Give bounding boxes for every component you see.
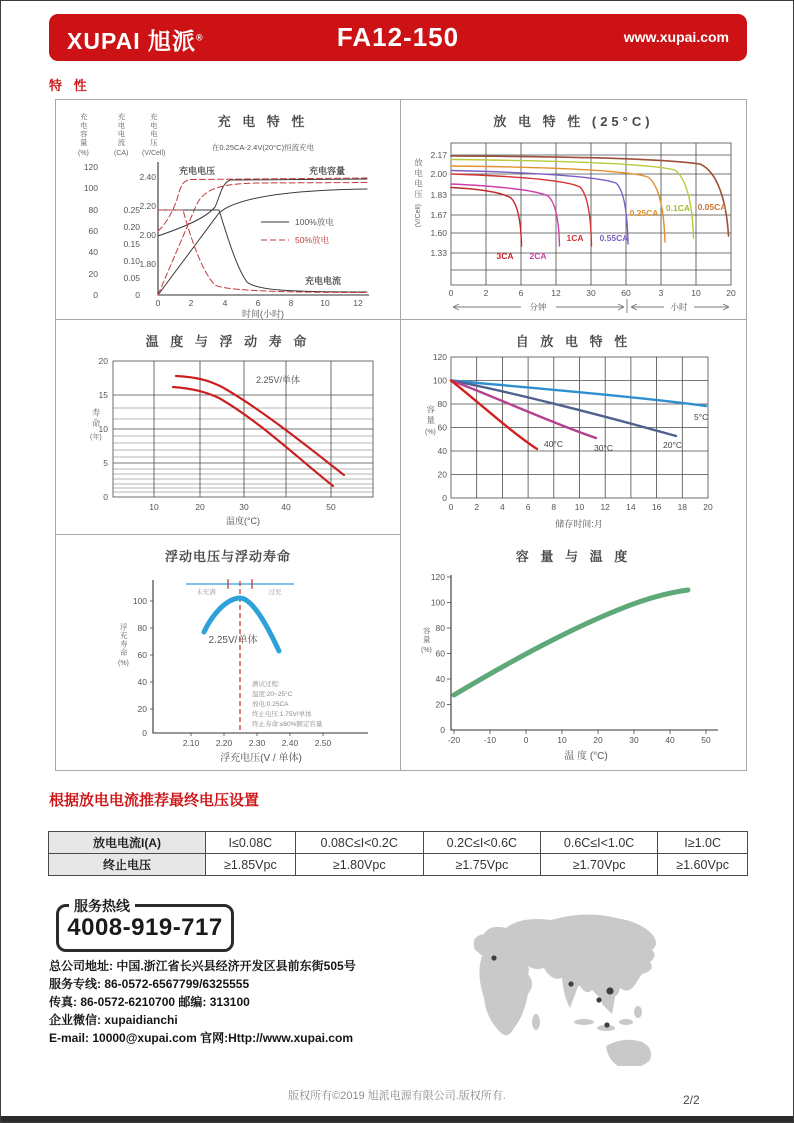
tick: 0 xyxy=(93,290,98,300)
continents xyxy=(474,914,656,1066)
optimal-band xyxy=(186,579,294,732)
x-axis-label: 温度(°C) xyxy=(225,516,261,526)
tick: 30 xyxy=(239,502,249,512)
life-curves xyxy=(173,376,344,486)
chart-charge-subtitle: 在0.25CA-2.4V(20°C)恒流充电 xyxy=(211,143,315,152)
label-5c: 5°C xyxy=(694,412,709,422)
x-axis-label: 储存时间:月 xyxy=(555,519,603,529)
axis-voltage-label: 充电电压 (V/Cell) xyxy=(142,113,166,157)
chart-capacity-temp xyxy=(401,535,746,770)
current-curve-label: 充电电流 xyxy=(304,276,342,286)
label-1ca: 1CA xyxy=(566,233,584,243)
tick: 80 xyxy=(435,623,445,633)
tick: 8 xyxy=(551,502,557,512)
tick: 2.30 xyxy=(248,738,266,748)
table-title: 根据放电电流推荐最终电压设置 xyxy=(49,792,260,809)
tick: 0 xyxy=(448,288,454,298)
tick: 1.83 xyxy=(430,190,447,200)
discharge-curves xyxy=(451,156,729,246)
table-cell: 0.2C≤I<0.6C xyxy=(423,832,540,854)
tick: 0 xyxy=(103,492,108,502)
x-ticks xyxy=(183,738,332,748)
capacity-curve-label: 充电容量 xyxy=(308,166,346,176)
tick: 18 xyxy=(677,502,688,512)
tick: 20 xyxy=(437,469,447,480)
tick: 0 xyxy=(155,298,161,308)
axis-capacity-label: 充电容量 (%) xyxy=(78,113,89,157)
label-3ca: 3CA xyxy=(496,251,514,261)
tick: 0 xyxy=(142,728,147,738)
tick: 100 xyxy=(432,375,447,386)
table-row xyxy=(49,832,748,854)
tick: 120 xyxy=(432,352,447,362)
tick: 50 xyxy=(326,502,336,512)
label-40c: 40°C xyxy=(544,439,563,449)
world-map xyxy=(466,894,791,1066)
table-cell: ≥1.70Vpc xyxy=(541,854,658,876)
y-ticks xyxy=(133,596,147,738)
x-ticks xyxy=(156,298,363,308)
label-20c: 20°C xyxy=(663,440,682,450)
tick: 3 xyxy=(658,288,664,298)
chart-charge-plot xyxy=(56,100,401,320)
tick: 20 xyxy=(593,735,603,745)
svg-text:测试过程:: 测试过程: xyxy=(252,681,280,688)
chart-float-life-plot xyxy=(56,535,401,770)
row-label: 放电电流I(A) xyxy=(49,832,206,854)
band-left-label: 未充满 xyxy=(196,589,216,596)
tick: 2.00 xyxy=(430,169,447,179)
minutes-label: 分钟 xyxy=(529,302,547,312)
grid-lines xyxy=(113,361,373,497)
svg-text:温度:20~25°C: 温度:20~25°C xyxy=(252,691,293,698)
tick: 20 xyxy=(195,502,205,512)
tick: 40 xyxy=(88,247,98,257)
capacity-ticks xyxy=(84,162,98,300)
tick: 2.40 xyxy=(139,172,156,182)
tick: 6 xyxy=(518,288,524,298)
tick: 100 xyxy=(83,183,98,193)
tick: 2.20 xyxy=(215,738,233,748)
y-axis-label: 浮充寿命 (%) xyxy=(118,623,129,667)
y-axis-label: 容量 (%) xyxy=(425,405,436,436)
tick: 5 xyxy=(103,458,108,468)
brand-logo-text: XUPAI 旭派 xyxy=(67,28,196,54)
legend-50: 50%放电 xyxy=(295,235,330,245)
copyright: 版权所有©2019 旭派电源有限公司.版权所有. xyxy=(288,1090,506,1102)
tick: 20 xyxy=(726,288,736,298)
chart-discharge-plot xyxy=(401,100,746,320)
tick: 50 xyxy=(701,735,711,745)
test-conditions xyxy=(252,679,323,728)
hours-label: 小时 xyxy=(670,302,688,312)
tick: 2.10 xyxy=(182,738,200,748)
tick: 2.50 xyxy=(314,738,332,748)
tick: 4 xyxy=(222,298,228,308)
tick: 100 xyxy=(430,597,445,608)
tick: 20 xyxy=(137,704,147,714)
tick: 0.15 xyxy=(123,239,140,249)
table-cell: ≥1.85Vpc xyxy=(206,854,296,876)
tick: 40 xyxy=(435,674,445,684)
tick: 0.05 xyxy=(123,273,140,283)
chart-self-discharge xyxy=(401,320,746,535)
chart-capacity-temp-title: 容 量 与 温 度 xyxy=(515,549,632,564)
chart-capacity-temp-plot xyxy=(401,535,746,770)
tick: 10 xyxy=(149,502,159,512)
tick: 2.40 xyxy=(281,738,299,748)
y-ticks xyxy=(430,150,447,258)
curve-labels xyxy=(544,412,708,453)
tick: 10 xyxy=(557,735,567,745)
band-right-label: 过充 xyxy=(268,589,282,596)
charts-grid xyxy=(55,99,747,771)
tick: 2 xyxy=(474,502,480,512)
bottom-strip xyxy=(1,1116,793,1122)
voltage-curve-label: 充电电压 xyxy=(178,166,216,176)
tick: 120 xyxy=(430,572,445,582)
chart-self-discharge-plot xyxy=(401,320,746,535)
tick: 60 xyxy=(88,226,98,236)
website-link[interactable]: www.xupai.com xyxy=(623,29,729,45)
tick: 2.00 xyxy=(139,230,156,240)
y-ticks xyxy=(431,572,445,735)
grid-lines xyxy=(451,143,731,285)
x-ticks xyxy=(149,502,336,512)
contact-service-line: 服务专线: 86-0572-6567799/6325555 xyxy=(49,977,250,991)
tick: 10 xyxy=(320,298,330,308)
tick: 14 xyxy=(626,502,636,512)
tick: 1.80 xyxy=(139,259,156,269)
tick: 8 xyxy=(288,298,294,308)
tick: 80 xyxy=(137,623,147,633)
tick: 80 xyxy=(88,205,98,215)
chart-discharge-title: 放 电 特 性 (25°C) xyxy=(493,114,654,129)
tick: 100 xyxy=(132,596,147,606)
tick: 2.20 xyxy=(139,201,156,211)
tick: 0 xyxy=(135,290,140,300)
time-range-arrows xyxy=(453,299,729,313)
tick: 20 xyxy=(98,356,108,366)
hotline-box xyxy=(56,898,234,952)
tick: 10 xyxy=(691,288,701,298)
section-title: 特 性 xyxy=(49,78,91,93)
x-axis-label: 时间(小时) xyxy=(242,309,284,319)
tick: 0 xyxy=(523,735,529,745)
label-005ca: 0.05CA xyxy=(697,202,727,212)
y-ticks xyxy=(433,352,447,503)
svg-text:终止电压:1.75V/单体: 终止电压:1.75V/单体 xyxy=(252,711,312,718)
self-discharge-curves xyxy=(451,381,709,450)
contact-wechat: 企业微信: xupaidianchi xyxy=(49,1013,178,1027)
tick: 15 xyxy=(98,390,108,400)
tick: 80 xyxy=(437,399,447,409)
label-2ca: 2CA xyxy=(529,251,547,261)
chart-temp-life-plot xyxy=(56,320,401,535)
tick: 40 xyxy=(281,502,291,512)
tick: 0 xyxy=(440,725,445,735)
tick: 40 xyxy=(437,446,447,456)
chart-temp-life-title: 温 度 与 浮 动 寿 命 xyxy=(145,334,311,349)
row-label: 终止电压 xyxy=(49,854,206,876)
tick: -10 xyxy=(483,735,497,745)
tick: 60 xyxy=(435,648,445,659)
chart-discharge xyxy=(401,100,746,320)
table-cell: 0.08C≤I<0.2C xyxy=(295,832,423,854)
chart-self-discharge-title: 自 放 电 特 性 xyxy=(515,334,632,349)
table-cell: I≥1.0C xyxy=(658,832,748,854)
tick: 0.20 xyxy=(123,222,140,232)
y-axis-label: 容量 (%) xyxy=(421,627,432,654)
tick: 12 xyxy=(600,502,610,512)
tick: 30 xyxy=(586,288,596,298)
tick: 12 xyxy=(353,298,363,308)
annotation: 2.25V/单体 xyxy=(208,635,258,646)
tick: 2 xyxy=(188,298,194,308)
x-axis-label: 浮充电压(V / 单体) xyxy=(220,753,302,764)
capacity-curve xyxy=(454,590,688,695)
tick: 20 xyxy=(703,502,713,512)
tick: 30 xyxy=(629,735,639,745)
table-cell: ≥1.60Vpc xyxy=(658,854,748,876)
chart-charge xyxy=(56,100,401,320)
table-cell: 0.6C≤I<1.0C xyxy=(541,832,658,854)
tick: 40 xyxy=(137,677,147,687)
tick: 20 xyxy=(88,269,98,279)
tick: 1.67 xyxy=(430,210,447,220)
svg-text:终止寿命:≤60%额定容量: 终止寿命:≤60%额定容量 xyxy=(252,721,323,728)
contact-info xyxy=(49,957,356,1047)
y-axis-label: 寿命 (年) xyxy=(90,408,102,441)
chart-charge-title: 充 电 特 性 xyxy=(217,114,309,129)
tick: 6 xyxy=(525,502,531,512)
legend-100: 100%放电 xyxy=(295,217,334,227)
contact-fax: 传真: 86-0572-6210700 邮编: 313100 xyxy=(49,995,250,1009)
axis-current-label: 充电电流 (CA) xyxy=(114,113,129,157)
voltage-table xyxy=(48,831,748,876)
header-bar xyxy=(49,14,747,61)
annotation: 2.25V/单体 xyxy=(255,375,301,385)
tick: 0.10 xyxy=(123,256,140,266)
tick: 6 xyxy=(255,298,261,308)
tick: 16 xyxy=(651,502,662,512)
tick: 12 xyxy=(551,288,561,298)
page-number: 2/2 xyxy=(683,1093,700,1107)
contact-address: 总公司地址: 中国.浙江省长兴县经济开发区县前东街505号 xyxy=(49,959,356,973)
hotline-number: 4008-919-717 xyxy=(67,914,223,941)
legend xyxy=(261,217,334,245)
tick: 60 xyxy=(137,650,147,660)
tick: 1.60 xyxy=(430,228,447,238)
chart-float-life-title: 浮动电压与浮动寿命 xyxy=(164,549,291,564)
tick: 0 xyxy=(442,493,447,503)
table-row xyxy=(49,854,748,876)
x-ticks xyxy=(449,288,736,298)
y-axis-label: 放电电压 (V/Cell) xyxy=(413,158,424,228)
model-number: FA12-150 xyxy=(336,22,460,52)
label-01ca: 0.1CA xyxy=(665,203,691,213)
tick: 40 xyxy=(665,735,675,745)
tick: 2.17 xyxy=(430,150,447,160)
voltage-ticks xyxy=(139,172,156,269)
current-ticks xyxy=(123,205,140,300)
hotline-label: 服务热线 xyxy=(69,896,135,916)
tick: 4 xyxy=(500,502,505,512)
tick: 120 xyxy=(83,162,98,172)
chart-float-life xyxy=(56,535,401,770)
tick: 20 xyxy=(435,699,445,710)
chart-temp-life xyxy=(56,320,401,535)
registered-mark: ® xyxy=(195,32,204,43)
label-055ca: 0.55CA xyxy=(599,233,629,243)
tick: 10 xyxy=(98,424,108,434)
svg-text:放电:0.25CA: 放电:0.25CA xyxy=(252,701,289,708)
label-30c: 30°C xyxy=(594,443,613,453)
label-025ca: 0.25CA xyxy=(629,208,659,218)
tick: 1.33 xyxy=(430,248,447,258)
tick: 10 xyxy=(574,502,585,512)
x-axis-label: 温 度 (°C) xyxy=(564,751,608,762)
table-cell: ≥1.75Vpc xyxy=(423,854,540,876)
table-cell: I≤0.08C xyxy=(206,832,296,854)
grid-lines xyxy=(451,357,708,498)
tick: 2 xyxy=(483,288,489,298)
tick: 0 xyxy=(448,502,454,512)
x-ticks xyxy=(448,735,711,745)
axes xyxy=(447,575,718,734)
tick: 60 xyxy=(437,422,447,433)
table-cell: ≥1.80Vpc xyxy=(295,854,423,876)
tick: 60 xyxy=(621,288,631,298)
tick: -20 xyxy=(447,735,461,745)
tick: 0.25 xyxy=(123,205,140,215)
contact-email: E-mail: 10000@xupai.com 官网:Http://www.xupai.com xyxy=(49,1031,353,1045)
y-ticks xyxy=(99,356,109,502)
x-ticks xyxy=(449,502,713,512)
